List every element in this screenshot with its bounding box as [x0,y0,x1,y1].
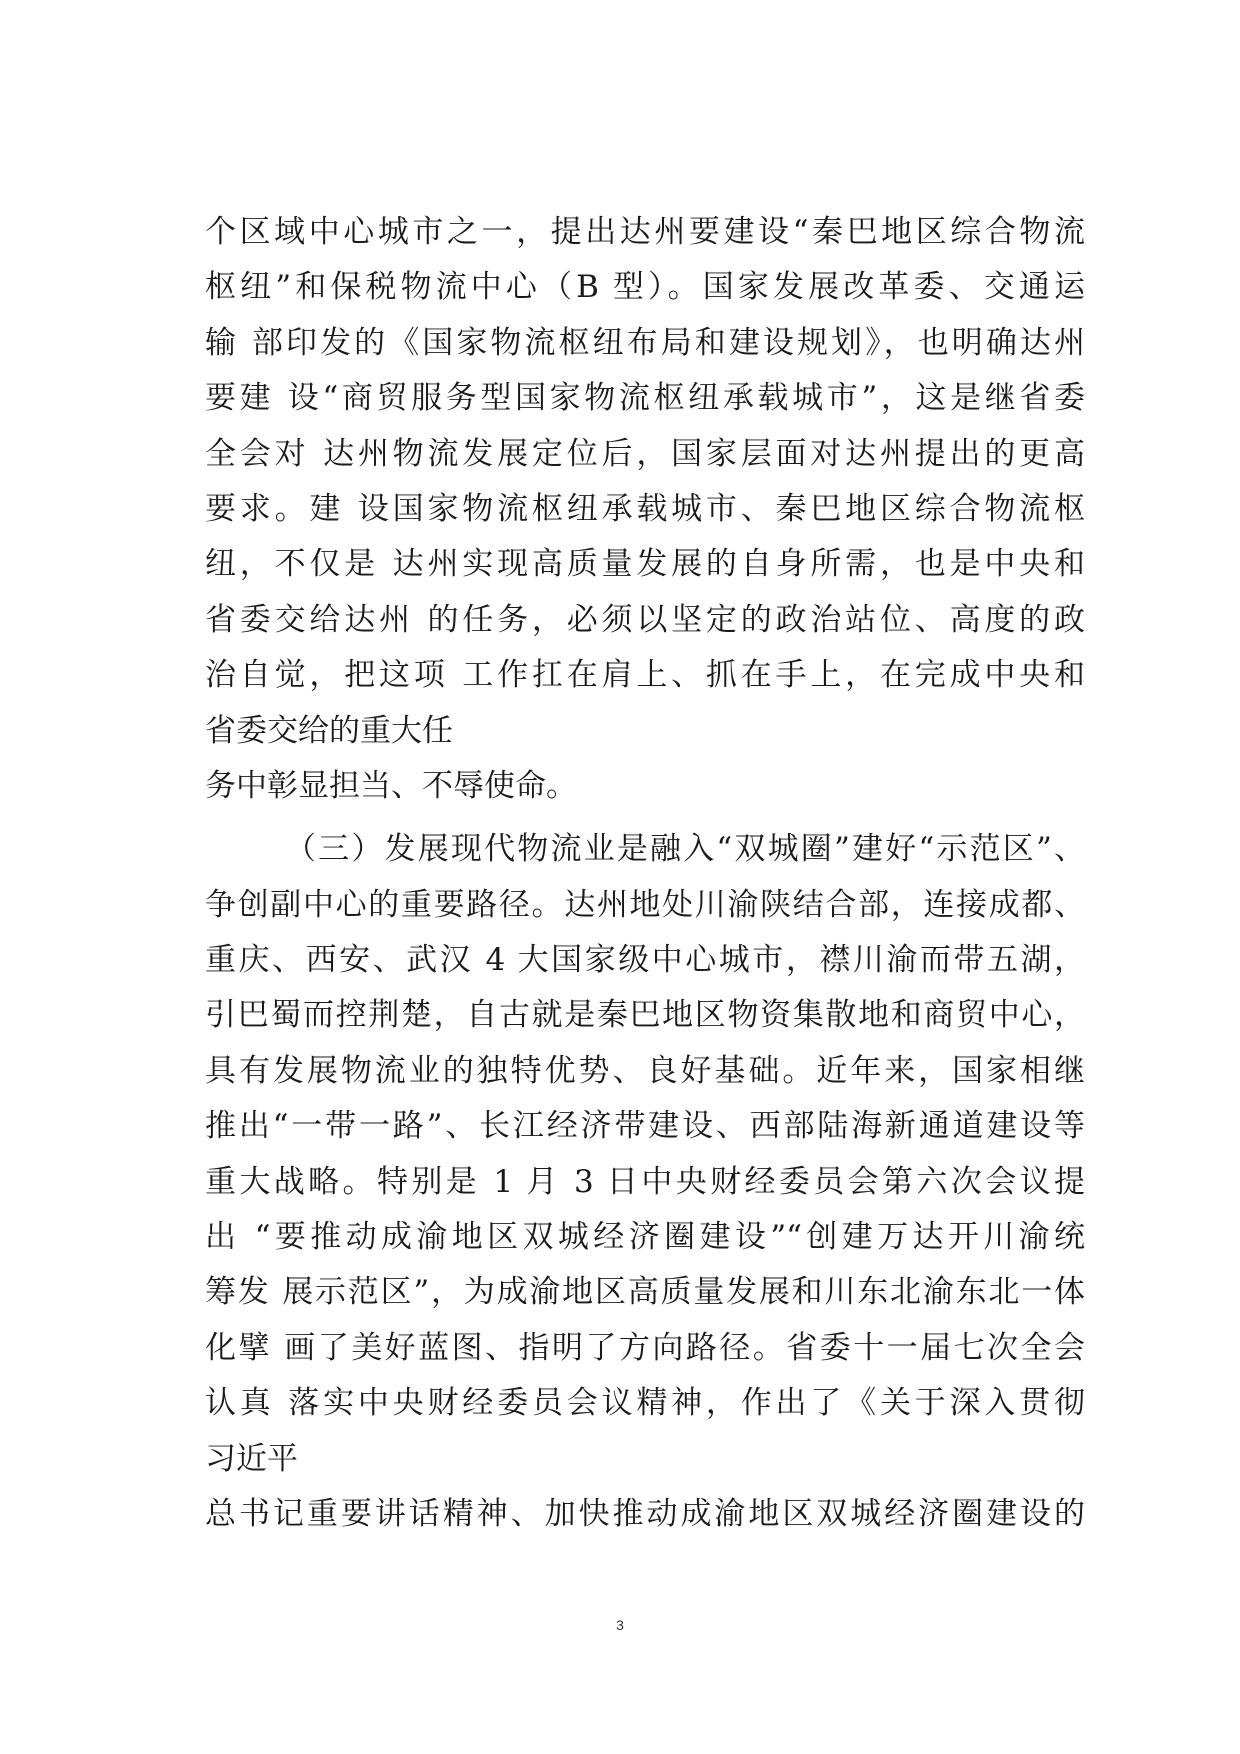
text-line: 重庆、西安、武汉 4 大国家级中心城市，襟川渝而带五湖， [205,942,1085,979]
text-line: 筹发 展示范区”，为成渝地区高质量发展和川东北渝东北一体 [205,1274,1085,1311]
text-line: 习近平 [205,1440,298,1477]
text-line: 认真 落实中央财经委员会议精神，作出了《关于深入贯彻 [205,1385,1085,1422]
text-line: 省委交给的重大任 [205,712,453,749]
text-line: 输 部印发的《国家物流枢纽布局和建设规划》，也明确达州 [205,324,1085,361]
text-line: 要求。建 设国家物流枢纽承载城市、秦巴地区综合物流枢 [205,490,1085,527]
page-number: 3 [616,1617,624,1633]
text-line: 要建 设“商贸服务型国家物流枢纽承载城市”，这是继省委 [205,380,1085,417]
text-line: 化擘 画了美好蓝图、指明了方向路径。省委十一届七次全会 [205,1329,1085,1366]
text-line: 引巴蜀而控荆楚，自古就是秦巴地区物资集散地和商贸中心， [205,997,1085,1034]
text-line: 全会对 达州物流发展定位后，国家层面对达州提出的更高 [205,435,1085,472]
body-text [205,205,1085,1542]
text-line: 出 “要推动成渝地区双城经济圈建设”“创建万达开川渝统 [205,1219,1085,1256]
text-line: 务中彰显担当、不辱使命。 [205,767,577,804]
text-line: 纽，不仅是 达州实现高质量发展的自身所需，也是中央和 [205,546,1085,583]
text-line: 枢纽”和保税物流中心（B 型）。国家发展改革委、交通运 [205,269,1085,306]
text-line: 争创副中心的重要路径。达州地处川渝陕结合部，连接成都、 [205,886,1085,923]
text-line: 总书记重要讲话精神、加快推动成渝地区双城经济圈建设的 [205,1495,1085,1532]
text-line: 重大战略。特别是 1 月 3 日中央财经委员会第六次会议提 [205,1163,1085,1200]
paragraph-heading-line: （三）发展现代物流业是融入“双城圈”建好“示范区”、 [285,831,1085,868]
text-line: 治自觉，把这项 工作扛在肩上、抓在手上，在完成中央和 [205,657,1085,694]
text-line: 推出“一带一路”、长江经济带建设、西部陆海新通道建设等 [205,1108,1085,1145]
text-line: 省委交给达州 的任务，必须以坚定的政治站位、高度的政 [205,601,1085,638]
text-line: 个区域中心城市之一，提出达州要建设“秦巴地区综合物流 [205,214,1085,250]
text-line: 具有发展物流业的独特优势、良好基础。近年来，国家相继 [205,1052,1085,1089]
